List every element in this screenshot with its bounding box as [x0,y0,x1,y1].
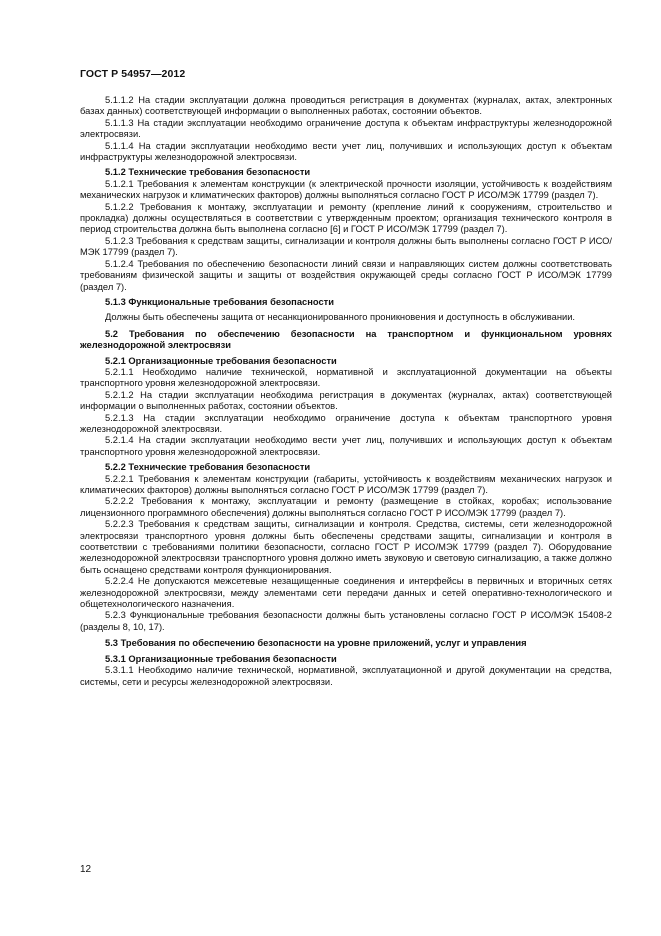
section-heading: 5.2.2 Технические требования безопасности [105,462,311,473]
page-number: 12 [80,864,92,875]
document-header: ГОСТ Р 54957—2012 [80,68,186,80]
paragraph: 5.1.1.2 На стадии эксплуатации должна проводиться регистрация в документах (журналах, актах, электронных базах данных) соответствующей информации о выполненных работах, состоянии объектов. [80,95,612,117]
paragraph: 5.1.2.2 Требования к монтажу, эксплуатации и ремонту (крепление линий к сооружениям, строительство и прокладка) должны осуществляться в соответствии с утвержденным проектом; организация технического контроля в период строительства должна быть выполнена согласно [6] и ГОСТ Р ИСО/МЭК 17799 (раздел 7). [80,201,612,235]
paragraph: 5.2.2.2 Требования к монтажу, эксплуатации и ремонту (размещение в стойках, коробах; использование лицензионного программного обеспечения) должны выполняться согласно ГОСТ Р ИСО/МЭК 17799 (раздел 7). [80,496,612,518]
paragraph: 5.2.1.4 На стадии эксплуатации необходимо вести учет лиц, получивших и использующих доступ к объектам транспортного уровня железнодорожной электросвязи. [80,435,612,457]
paragraph: 5.2.1.2 На стадии эксплуатации необходима регистрация в документах (журналах, актах) соответствующей информации о выполненных работах, состоянии объектов. [80,389,612,412]
section-heading: 5.3.1 Организационные требования безопасности [105,653,337,664]
paragraph: 5.1.2.1 Требования к элементам конструкции (к электрической прочности изоляции, устойчивость к воздействиям механических нагрузок и климатических факторов) должны выполняться согласно ГОСТ Р ИСО/МЭК 17799 (раздел 7). [80,178,612,201]
section-heading: 5.1.3 Функциональные требования безопасности [105,296,334,307]
paragraph: 5.2.2.3 Требования к средствам защиты, сигнализации и контроля. Средства, системы, сети железнодорожной электросвязи транспортного уровня должны быть обеспечены средствами защиты, сигнализации и контроля в соответствии с требованиями политики безопасности, согласно ГОСТ Р ИСО/МЭК 17799 (раздел 7). Оборудование железнодорожной электросвязи транспортного уровня должно иметь звуковую и световую сигнализацию, а также должно быть оснащено средствами контроля функционирования. [80,519,612,575]
section-heading: 5.1.2 Технические требования безопасности [105,167,311,178]
paragraph: 5.2.1.3 На стадии эксплуатации необходимо ограничение доступа к объектам транспортного уровня железнодорожной электросвязи. [80,412,612,434]
section-heading: 5.3 Требования по обеспечению безопасности на уровне приложений, услуг и управления [105,638,527,649]
paragraph: 5.2.3 Функциональные требования безопасности должны быть установлены согласно ГОСТ Р ИСО/МЭК 15408-2 (разделы 8, 10, 17). [80,610,612,632]
paragraph: 5.1.2.4 Требования по обеспечению безопасности линий связи и направляющих систем должны соответствовать требованиям физической защиты и защиты от воздействия окружающей среды согласно ГОСТ Р ИСО/МЭК 17799 (раздел 7). [80,258,612,292]
paragraph: 5.3.1.1 Необходимо наличие технической, нормативной, эксплуатационной и другой документации на средства, системы, сети и ресурсы железнодорожной электросвязи. [80,665,612,687]
section-heading: 5.2 Требования по обеспечению безопасности на транспортном и функциональном уровнях железнодорожной электросвязи [80,328,612,351]
paragraph: 5.2.2.1 Требования к элементам конструкции (габариты, устойчивость к воздействиям механических нагрузок и климатических факторов) должны выполняться согласно ГОСТ Р ИСО/МЭК 17799 (раздел 7). [80,473,612,495]
paragraph: 5.1.1.3 На стадии эксплуатации необходимо ограничение доступа к объектам инфраструктуры железнодорожной электросвязи. [80,117,612,140]
paragraph: 5.1.1.4 На стадии эксплуатации необходимо вести учет лиц, получивших и использующих доступ к объектам инфраструктуры железнодорожной электросвязи. [80,140,612,163]
section-heading: 5.2.1 Организационные требования безопасности [105,355,337,366]
paragraph: 5.2.1.1 Необходимо наличие технической, нормативной и эксплуатационной документации на объекты транспортного уровня железнодорожной электросвязи. [80,366,612,389]
paragraph: Должны быть обеспечены защита от несанкционированного проникновения и доступность в обслуживании. [105,312,576,323]
document-body [80,95,612,688]
paragraph: 5.1.2.3 Требования к средствам защиты, сигнализации и контроля должны быть выполнены согласно ГОСТ Р ИСО/МЭК 17799 (раздел 7). [80,235,612,258]
paragraph: 5.2.2.4 Не допускаются межсетевые незащищенные соединения и интерфейсы в первичных и вторичных сетях железнодорожной электросвязи, между элементами сети передачи данных и сетей оперативно-технологического и общетехнологического назначения. [80,576,612,610]
